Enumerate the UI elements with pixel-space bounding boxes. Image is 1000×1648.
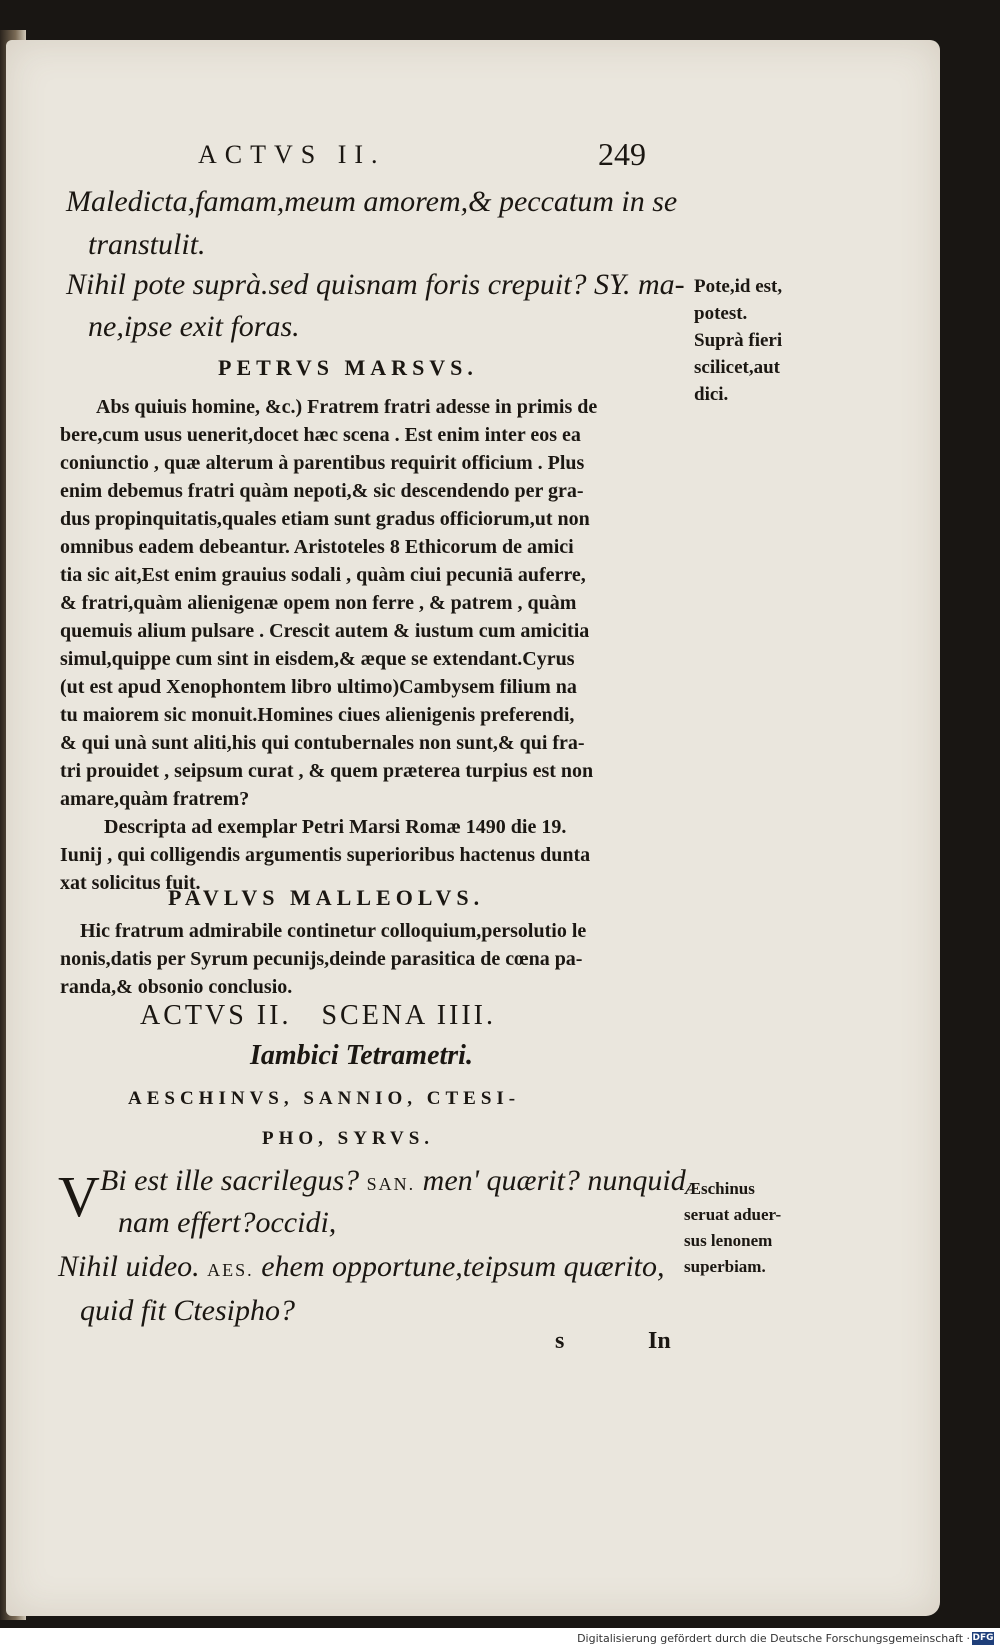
- running-title: ACTVS II.: [198, 140, 386, 169]
- margin-note-line: Suprà fieri: [694, 330, 783, 351]
- margin-note-line: potest.: [694, 303, 748, 324]
- text-line: quemuis alium pulsare . Crescit autem & iustum cum amicitia: [60, 620, 590, 642]
- speaker-list: AESCHINVS, SANNIO, CTESI-: [128, 1088, 521, 1109]
- text-line: xat solicitus fuit.: [60, 872, 201, 894]
- text-line: Abs quiuis homine, &c.) Fratrem fratri adesse in primis de: [96, 396, 598, 418]
- verse-text: Nihil uideo.: [58, 1250, 200, 1283]
- text-line: tia sic ait,Est enim grauius sodali , quàm ciui pecuniā auferre,: [60, 564, 586, 586]
- verse-line: [58, 1250, 665, 1284]
- text-line: (ut est apud Xenophontem libro ultimo)Cambysem filium na: [60, 676, 577, 698]
- margin-note-line: Pote,id est,: [694, 276, 783, 297]
- margin-note-line: sus lenonem: [684, 1231, 773, 1250]
- drop-capital: V: [58, 1164, 100, 1229]
- catchword: In: [648, 1328, 671, 1354]
- margin-note-line: scilicet,aut: [694, 357, 781, 378]
- verse-text: men' quærit? nunquid: [422, 1164, 686, 1197]
- verse-text: Bi est ille sacrilegus?: [100, 1164, 360, 1197]
- text-line: nonis,datis per Syrum pecunijs,deinde parasitica de cœna pa-: [60, 948, 583, 970]
- margin-note-line: dici.: [694, 384, 729, 405]
- margin-note-line: seruat aduer-: [684, 1205, 782, 1224]
- text-line: randa,& obsonio conclusio.: [60, 976, 293, 998]
- text-line: amare,quàm fratrem?: [60, 788, 250, 810]
- commentator-heading: PAVLVS MALLEOLVS.: [168, 885, 485, 910]
- speaker-tag: SAN.: [366, 1174, 416, 1194]
- verse-line: nam effert?occidi,: [118, 1206, 337, 1239]
- dfg-logo: DFG: [972, 1633, 994, 1643]
- text-line: dus propinquitatis,quales etiam sunt gradus officiorum,ut non: [60, 508, 590, 530]
- text-line: & fratri,quàm alienigenæ opem non ferre , & patrem , quàm: [60, 592, 577, 614]
- verse-line: [100, 1164, 686, 1198]
- text-line: simul,quippe cum sint in eisdem,& æque se extendant.Cyrus: [60, 648, 575, 670]
- page-number: 249: [598, 136, 646, 172]
- text-line: Hic fratrum admirabile continetur colloquium,persolutio le: [80, 920, 587, 942]
- text-line: bere,cum usus uenerit,docet hæc scena . Est enim inter eos ea: [60, 424, 581, 446]
- verse-text: ehem opportune,teipsum quærito,: [261, 1250, 665, 1283]
- verse-line: ne,ipse exit foras.: [88, 310, 300, 343]
- text-line: tri prouidet , seipsum curat , & quem præterea turpius est non: [60, 760, 594, 782]
- commentator-heading: PETRVS MARSVS.: [218, 355, 478, 380]
- text-line: Iunij , qui colligendis argumentis superioribus hactenus dunta: [60, 844, 591, 866]
- margin-note-line: superbiam.: [684, 1257, 766, 1276]
- signature-mark: s: [555, 1328, 565, 1354]
- verse-line: Maledicta,famam,meum amorem,& peccatum in se: [66, 185, 678, 218]
- verse-line: transtulit.: [88, 228, 206, 261]
- margin-note: [694, 273, 782, 408]
- text-line: omnibus eadem debeantur. Aristoteles 8 Ethicorum de amici: [60, 536, 574, 558]
- commentary-text: [60, 917, 680, 1001]
- text-line: tu maiorem sic monuit.Homines ciues alienigenis preferendi,: [60, 704, 575, 726]
- text-line: coniunctio , quæ alterum à parentibus requirit officium . Plus: [60, 452, 585, 474]
- margin-note-line: Æschinus: [684, 1179, 755, 1198]
- verse-line: quid fit Ctesipho?: [80, 1294, 296, 1327]
- verse-line: Nihil pote suprà.sed quisnam foris crepuit? SY. ma-: [66, 268, 685, 301]
- speaker-list: PHO, SYRVS.: [262, 1128, 435, 1149]
- scene-title: ACTVS II. SCENA IIII.: [140, 1000, 496, 1031]
- margin-note: [684, 1176, 781, 1280]
- text-line: & qui unà sunt aliti,his qui contubernales non sunt,& qui fra-: [60, 732, 585, 754]
- commentary-text: [60, 393, 680, 897]
- footer-credit: Digitalisierung gefördert durch die Deutsche Forschungsgemeinschaft ·: [577, 1632, 970, 1645]
- speaker-tag: AES.: [207, 1260, 254, 1280]
- text-line: Descripta ad exemplar Petri Marsi Romæ 1490 die 19.: [104, 816, 567, 838]
- text-line: enim debemus fratri quàm nepoti,& sic descendendo per gra-: [60, 480, 584, 502]
- meter-heading: Iambici Tetrametri.: [250, 1040, 473, 1071]
